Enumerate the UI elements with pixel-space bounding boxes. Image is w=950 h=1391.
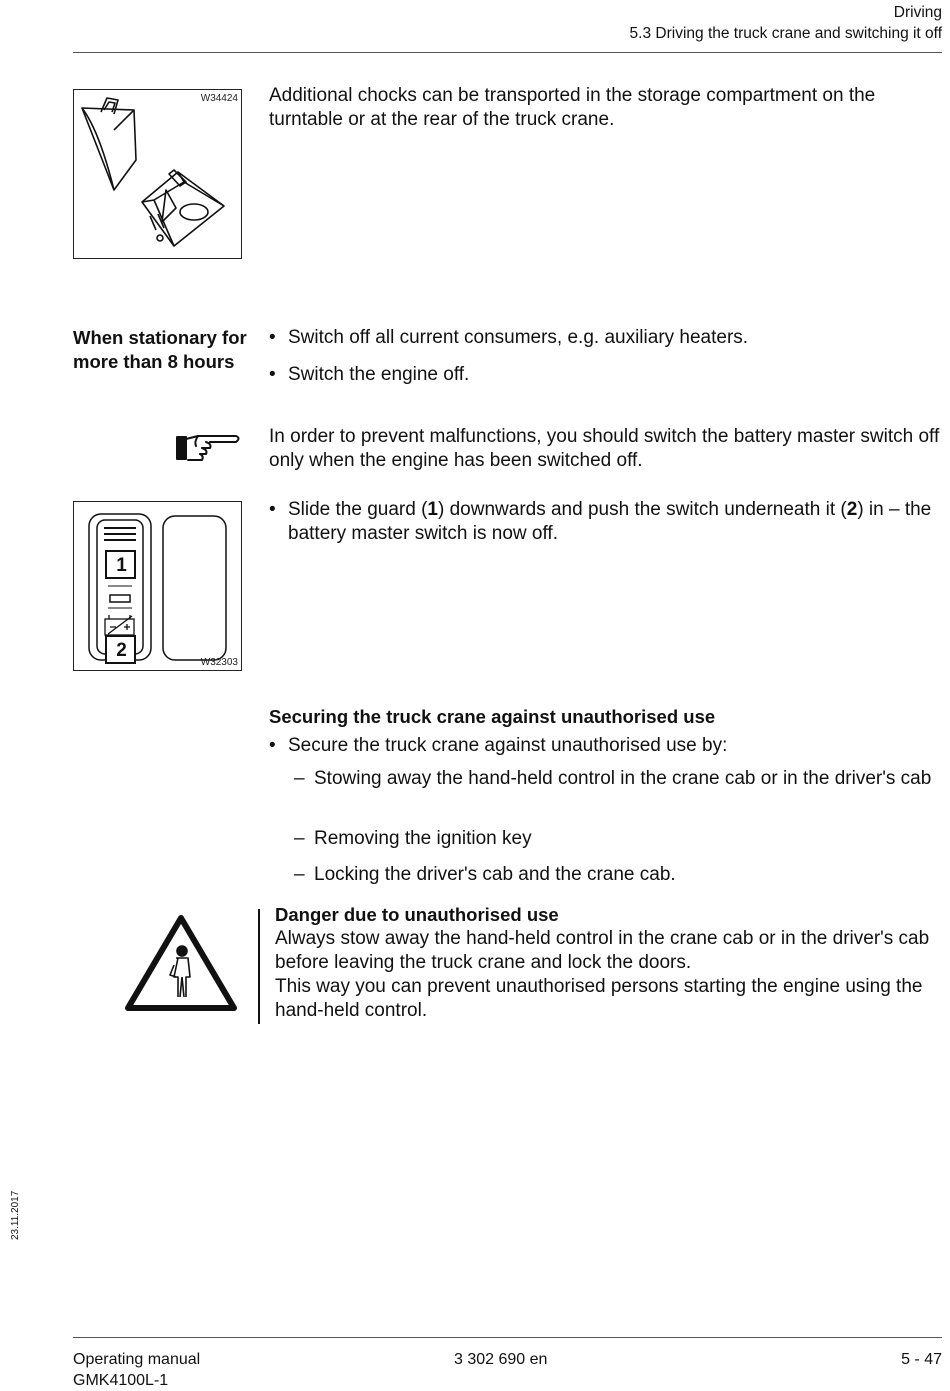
chocks-text: Additional chocks can be transported in the storage compartment on the turntable or at the rear of the truck crane. bbox=[269, 85, 876, 130]
side-date: 23.11.2017 bbox=[10, 1190, 21, 1240]
bullet-item: • Secure the truck crane against unauthorised use by: bbox=[269, 734, 944, 758]
danger-side-bar bbox=[258, 909, 260, 1024]
chapter-title: Driving bbox=[893, 4, 942, 21]
battery-switch-figure bbox=[73, 501, 242, 671]
callout-2: 2 bbox=[116, 640, 127, 661]
chocks-figure bbox=[73, 89, 242, 259]
danger-title: Danger due to unauthorised use bbox=[275, 904, 559, 925]
figure-code: W32303 bbox=[200, 657, 238, 668]
bullet-item: • Switch the engine off. bbox=[269, 363, 944, 387]
page-header bbox=[630, 2, 942, 44]
figure-code: W34424 bbox=[200, 93, 238, 104]
stationary-heading: When stationary for more than 8 hours bbox=[73, 327, 247, 372]
footer-rule bbox=[73, 1337, 942, 1338]
dash-item: – Locking the driver's cab and the crane cab. bbox=[294, 863, 944, 887]
note-text: In order to prevent malfunctions, you should switch the battery master switch off only when the engine has been switched off. bbox=[269, 426, 940, 471]
battery-switch-illustration bbox=[74, 502, 241, 670]
bullet-item: • Switch off all current consumers, e.g. auxiliary heaters. bbox=[269, 326, 944, 350]
wheel-chock-illustration bbox=[74, 90, 241, 258]
page-number: 5 - 47 bbox=[901, 1351, 942, 1368]
model-label: GMK4100L-1 bbox=[73, 1372, 169, 1389]
pointing-hand-icon bbox=[176, 432, 242, 466]
dash-item: – Stowing away the hand-held control in the crane cab or in the driver's cab bbox=[294, 767, 944, 791]
danger-text-2: This way you can prevent unauthorised persons starting the engine using the hand-held control. bbox=[275, 976, 923, 1021]
danger-block bbox=[275, 903, 945, 1023]
bullet-item: • Slide the guard (1) downwards and push the switch underneath it (2) in – the battery master switch is now off. bbox=[269, 498, 944, 546]
dash-item: – Removing the ignition key bbox=[294, 827, 944, 851]
securing-heading: Securing the truck crane against unauthorised use bbox=[269, 706, 716, 727]
manual-label: Operating manual bbox=[73, 1351, 201, 1368]
footer-left bbox=[73, 1349, 200, 1391]
doc-number: 3 302 690 en bbox=[454, 1351, 548, 1368]
warning-triangle-icon bbox=[124, 913, 239, 1013]
callout-1: 1 bbox=[116, 555, 127, 576]
danger-text-1: Always stow away the hand-held control in the crane cab or in the driver's cab before leaving the truck crane and lock the doors. bbox=[275, 928, 930, 973]
section-title: 5.3 Driving the truck crane and switching it off bbox=[629, 25, 942, 42]
header-rule bbox=[73, 52, 942, 53]
